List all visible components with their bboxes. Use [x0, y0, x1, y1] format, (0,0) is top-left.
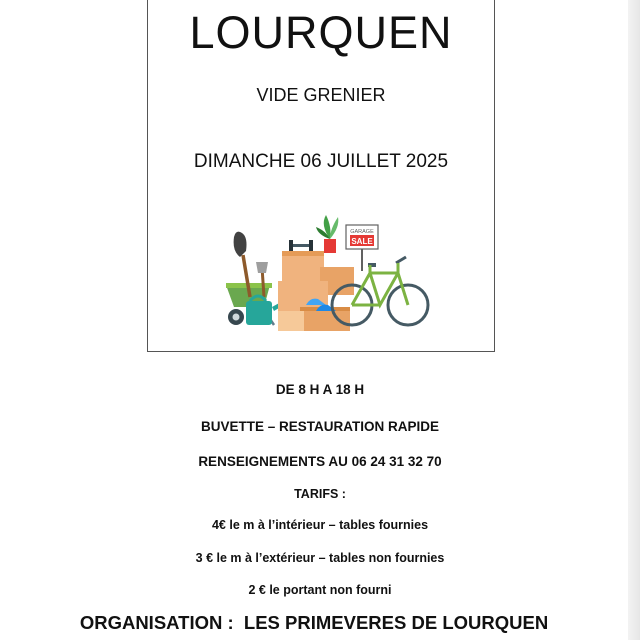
tariff-indoor: 4€ le m à l’intérieur – tables fournies: [211, 518, 429, 532]
sign-text-garage: GARAGE: [350, 229, 374, 235]
tariff-outdoor: 3 € le m à l’extérieur – tables non fournies: [195, 551, 445, 565]
sign-text-sale: SALE: [351, 237, 373, 246]
tariff-rack: 2 € le portant non fourni: [248, 583, 392, 597]
potted-plant-icon: [316, 215, 338, 253]
event-hours: DE 8 H A 18 H: [275, 382, 365, 397]
event-date: DIMANCHE 06 JUILLET 2025: [193, 151, 449, 172]
organiser-line: ORGANISATION : LES PRIMEVERES DE LOURQUEN: [79, 612, 549, 633]
garage-sale-illustration: [220, 207, 430, 335]
tariffs-heading: TARIFS :: [294, 487, 346, 501]
dumbbell-icon: [289, 240, 313, 251]
refreshments-info: BUVETTE – RESTAURATION RAPIDE: [200, 419, 440, 434]
page-edge-shadow: [628, 0, 640, 640]
contact-info: RENSEIGNEMENTS AU 06 24 31 32 70: [198, 454, 442, 469]
cardboard-boxes-icon: [278, 251, 354, 331]
poster-title: LOURQUEN: [189, 7, 453, 58]
poster-subtitle: VIDE GRENIER: [256, 85, 386, 105]
poster-frame: [147, 0, 495, 352]
